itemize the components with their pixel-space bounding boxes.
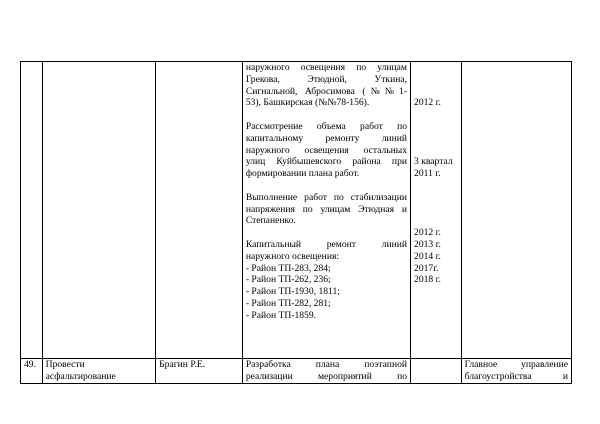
table-row: [21, 359, 572, 384]
measures-line: капитальному ремонту линий: [245, 132, 408, 144]
measures-line: наружного освещения по улицам: [245, 62, 408, 73]
list-item: - Район ТП-1930, 1811;: [245, 286, 340, 298]
list-item: - Район ТП-282, 281;: [245, 297, 331, 309]
deadline-text: 2011 г.: [414, 168, 441, 180]
cell-organization: [461, 359, 571, 384]
measures-line: Рассмотрение объема работ по: [245, 120, 408, 132]
deadline-text: 2012 г.: [414, 97, 441, 109]
measures-line: наружного освещения остальных: [245, 144, 408, 156]
measures-line: Грекова, Этюдной, Уткина,: [245, 73, 408, 85]
cell-task: [42, 359, 156, 384]
task-line: Провести: [45, 359, 85, 370]
plan-table: [20, 61, 572, 384]
measures-line: напряжения по улицам Этюдная и: [245, 203, 408, 215]
measures-line: наружного освещения:: [245, 250, 340, 262]
measures-line: формировании плана работ.: [245, 168, 360, 180]
organization-line: благоустройства и: [464, 370, 568, 382]
measures-line: реализации мероприятий по: [245, 370, 408, 382]
measures-line: Сигнальной, Абросимова (№№1-: [245, 85, 408, 97]
cell-deadline: [411, 359, 462, 384]
cell-organization: [461, 62, 571, 359]
table-row: [21, 62, 572, 359]
cell-number: [21, 62, 43, 359]
deadline-text: 2013 г.: [414, 238, 441, 250]
deadline-text: 3 квартал: [414, 156, 453, 168]
list-item: - Район ТП-283, 284;: [245, 262, 331, 274]
measures-line: улиц Куйбышевского района при: [245, 156, 408, 168]
cell-responsible: [156, 359, 243, 384]
deadline-text: 2018 г.: [414, 274, 441, 286]
cell-number: [21, 359, 43, 384]
measures-line: 53), Башкирская (№№78-156).: [245, 97, 370, 109]
responsible-person: Брагин Р.Е.: [159, 359, 206, 370]
row-number: 49.: [24, 359, 36, 370]
measures-line: Разработка плана поэтапной: [245, 359, 408, 370]
measures-line: Выполнение работ по стабилизации: [245, 191, 408, 203]
deadline-text: 2017г.: [414, 262, 439, 274]
list-item: - Район ТП-262, 236;: [245, 274, 331, 286]
list-item: - Район ТП-1859.: [245, 309, 317, 321]
measures-line: Капитальный ремонт линий: [245, 238, 408, 250]
deadline-text: 2012 г.: [414, 227, 441, 239]
cell-deadline: [411, 62, 462, 359]
task-line: асфальтирование: [45, 370, 116, 382]
measures-line: Степаненко.: [245, 215, 296, 227]
cell-measures: [242, 359, 410, 384]
organization-line: Главное управление: [464, 359, 568, 370]
cell-task: [42, 62, 156, 359]
cell-responsible: [156, 62, 243, 359]
deadline-text: 2014 г.: [414, 250, 441, 262]
cell-measures: [242, 62, 410, 359]
